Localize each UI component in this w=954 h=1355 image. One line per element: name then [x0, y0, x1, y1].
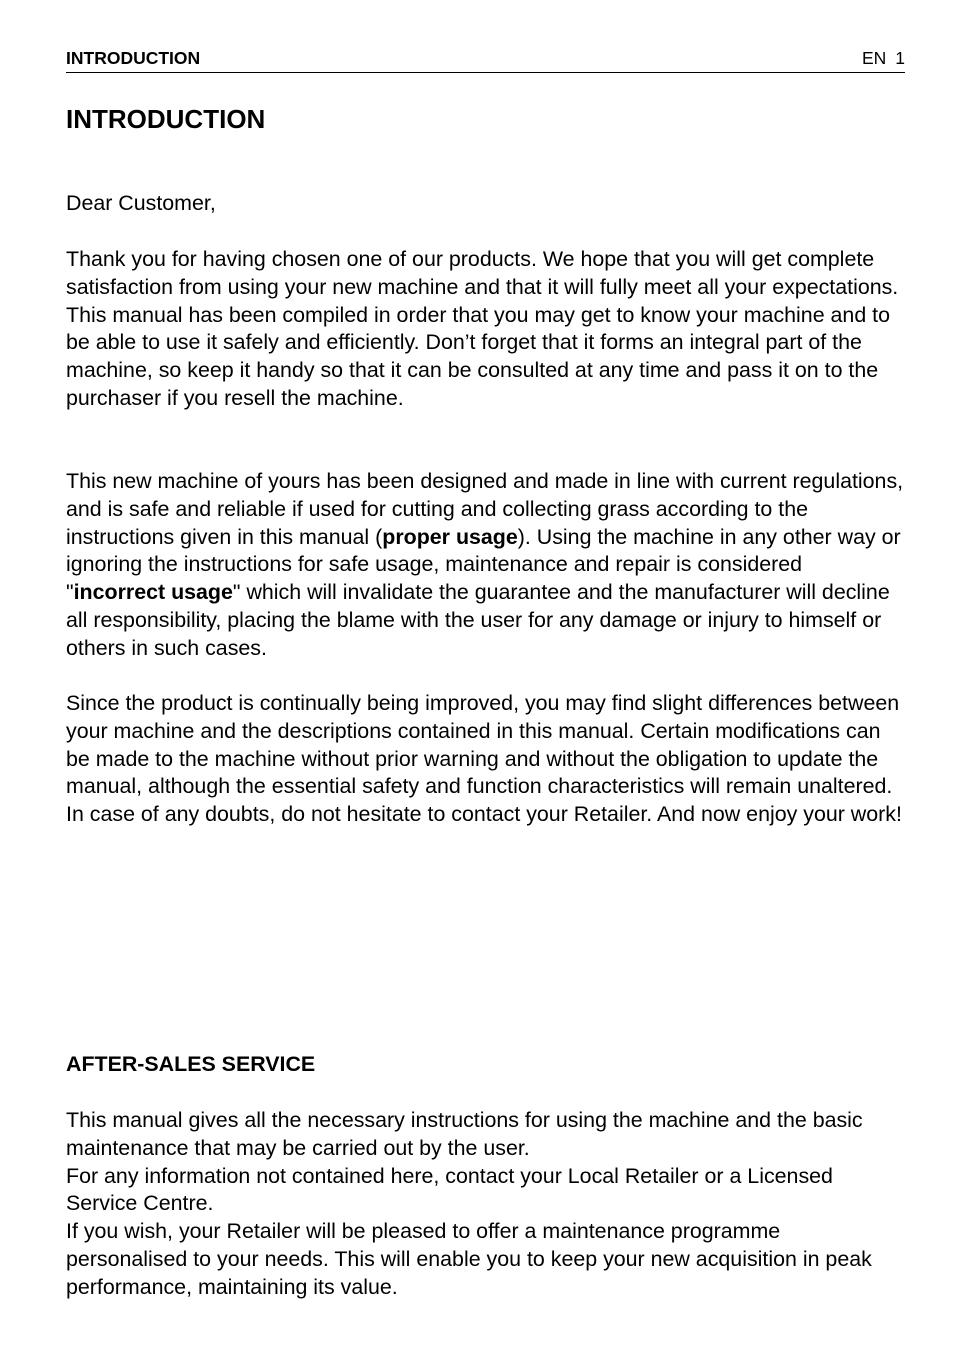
header-language-code: EN	[861, 48, 887, 68]
after-sales-heading: AFTER-SALES SERVICE	[66, 1052, 316, 1076]
usage-text-part-1: This new machine of yours has been designed and made in line with current regulations, and is safe and reliable if used for cutting and collecting grass according to the instructions given in this manual (	[66, 469, 904, 549]
after-sales-paragraph	[66, 1107, 905, 1302]
intro-paragraph-1	[66, 246, 905, 413]
header-page-indicator	[862, 46, 905, 70]
intro-text-thanks: Thank you for having chosen one of our products. We hope that you will get complete satisfaction from using your new machine and that it will fully meet all your expectations.	[66, 247, 899, 299]
incorrect-usage-term: incorrect usage	[73, 580, 233, 605]
intro-paragraph-usage	[66, 468, 905, 663]
usage-text-part-3: " which will invalidate the guarantee and the manufacturer will decline all responsibility, placing the blame with the user for any damage or injury to himself or others in such cases.	[66, 580, 890, 660]
after-sales-text-3: If you wish, your Retailer will be pleased to offer a maintenance programme personalised to your needs. This will enable you to keep your new acquisition in peak performance, maintaining its value.	[66, 1219, 872, 1299]
header-page-number: 1	[895, 48, 905, 68]
proper-usage-term: proper usage	[382, 524, 518, 549]
header-section-title: INTRODUCTION	[66, 48, 201, 68]
running-header	[66, 46, 905, 73]
after-sales-text-2: For any information not contained here, contact your Local Retailer or a Licensed Service Centre.	[66, 1163, 833, 1216]
salutation: Dear Customer,	[66, 191, 216, 215]
intro-paragraph-improvements: Since the product is continually being improved, you may find slight differences between your machine and the descriptions contained in this manual. Certain modifications can be made to the machine without prior warning and without the obligation to update the manual, although the essential safety and function characteristics will remain unaltered. In case of any doubts, do not hesitate to contact your Retailer. And now enjoy your work!	[66, 691, 902, 827]
page-title: INTRODUCTION	[66, 104, 266, 134]
intro-text-manual-purpose: This manual has been compiled in order that you may get to know your machine and to be able to use it safely and efficiently. Don’t forget that it forms an integral part of the machine, so keep it handy so that it can be consulted at any time and pass it on to the purchaser if you resell the machine.	[66, 302, 890, 410]
usage-text-part-2: ). Using the machine in any other way or ignoring the instructions for safe usage, maintenance and repair is considered "	[66, 524, 901, 605]
after-sales-text-1: This manual gives all the necessary instructions for using the machine and the basic maintenance that may be carried out by the user.	[66, 1108, 863, 1160]
